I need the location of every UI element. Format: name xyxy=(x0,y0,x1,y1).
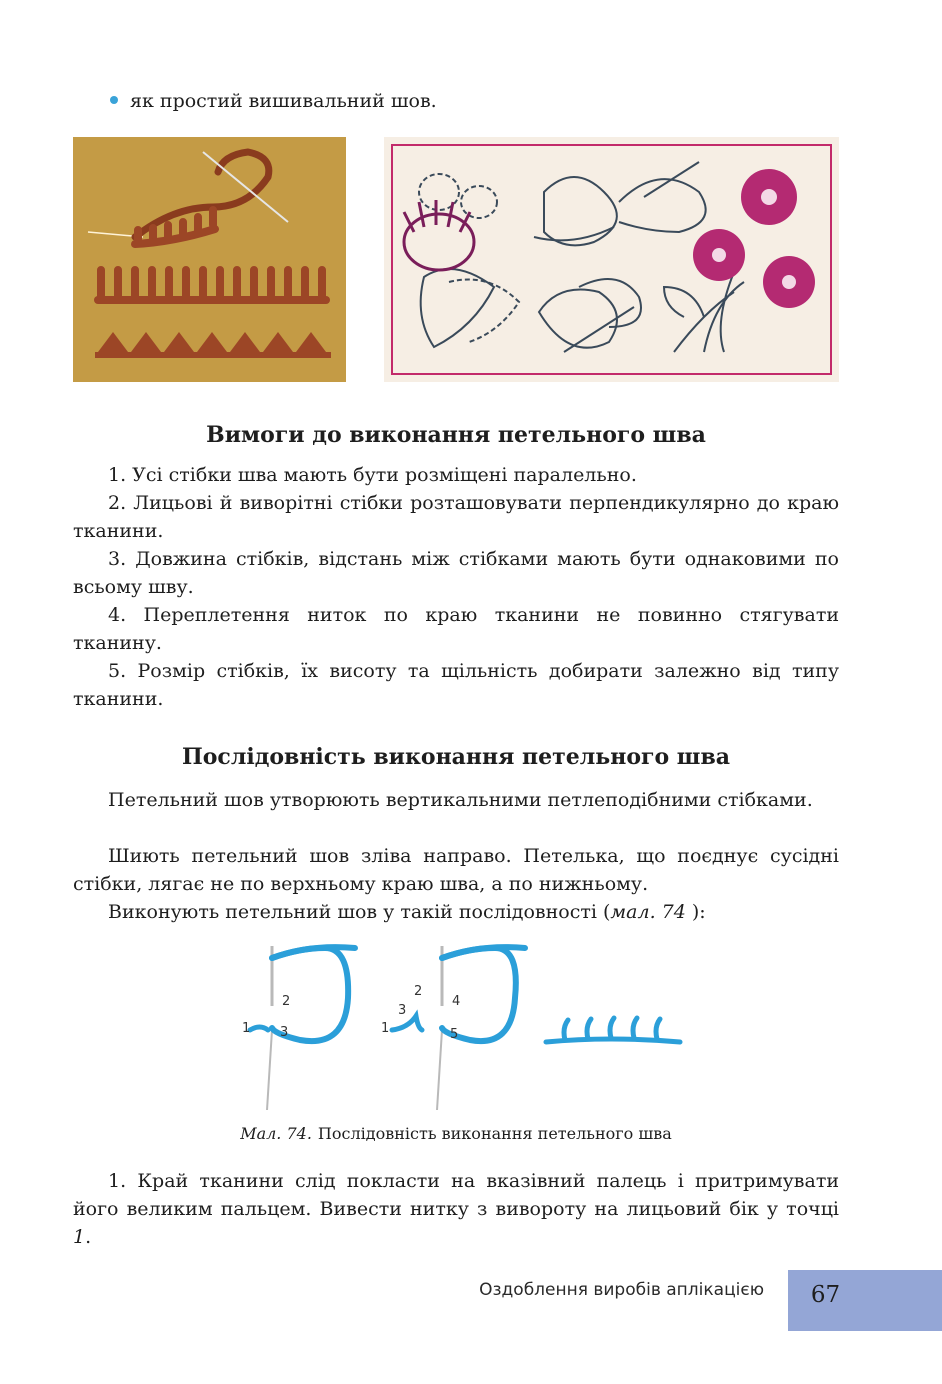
label-left-2: 2 xyxy=(282,994,291,1009)
bullet-text: як простий вишивальний шов. xyxy=(130,90,437,112)
requirement-1: 1. Усі стібки шва мають бути розміщені паралельно. xyxy=(108,464,637,486)
figure-caption-number: Мал. 74. xyxy=(240,1124,312,1143)
embroidery-pattern-drawing xyxy=(384,137,839,382)
sequence-p3-text: Виконують петельний шов у такій послідовності ( xyxy=(108,901,611,923)
label-right-4: 4 xyxy=(452,994,461,1009)
step-1-point: 1 xyxy=(73,1226,86,1248)
embroidery-pattern-illustration xyxy=(384,137,839,382)
requirement-5: 5. Розмір стібків, їх висоту та щільність добирати залежно від типу тканини. xyxy=(73,660,839,710)
label-left-1: 1 xyxy=(242,1021,251,1036)
label-right-1: 1 xyxy=(381,1021,390,1036)
buttonhole-stitch-diagram xyxy=(230,938,700,1116)
bullet-item xyxy=(110,90,437,112)
page-number: 67 xyxy=(810,1282,841,1308)
label-right-3: 3 xyxy=(398,1003,407,1018)
stitch-sample-illustration xyxy=(73,137,346,382)
figure-reference: мал. 74 xyxy=(610,901,692,923)
figure-caption xyxy=(73,1124,839,1143)
bullet-dot xyxy=(110,96,118,104)
label-left-3: 3 xyxy=(280,1025,289,1040)
label-right-5: 5 xyxy=(450,1027,459,1042)
label-right-2: 2 xyxy=(414,984,423,999)
sequence-heading: Послідовність виконання петельного шва xyxy=(181,744,730,770)
sequence-paragraph-3 xyxy=(73,898,839,926)
figure-74 xyxy=(230,938,700,1116)
footer-section-title: Оздоблення виробів аплікацією xyxy=(479,1280,764,1300)
step-1-end: . xyxy=(85,1226,92,1248)
requirements-heading: Вимоги до виконання петельного шва xyxy=(206,422,706,448)
stitch-sample-photo xyxy=(73,137,346,382)
requirement-2: 2. Лицьові й виворітні стібки розташовувати перпендикулярно до краю тканини. xyxy=(73,492,839,542)
step-1-text: 1. Край тканини слід покласти на вказівний палець і притримувати його великим пальцем. Вивести нитку з вивороту на лицьовий бік у точці xyxy=(73,1170,839,1220)
figure-caption-text: Послідовність виконання петельного шва xyxy=(317,1124,672,1143)
sequence-paragraph-1: Петельний шов утворюють вертикальними петлеподібними стібками. xyxy=(108,789,813,811)
sequence-p3-end: ): xyxy=(691,901,706,923)
sequence-paragraph-2: Шиють петельний шов зліва направо. Петелька, що поєднує сусідні стібки, лягає не по верхньому краю шва, а по нижньому. xyxy=(73,845,839,895)
page-number-box xyxy=(788,1270,942,1331)
step-1-paragraph xyxy=(73,1167,839,1251)
requirement-4: 4. Переплетення ниток по краю тканини не повинно стягувати тканину. xyxy=(73,604,839,654)
requirement-3: 3. Довжина стібків, відстань між стібками мають бути однаковими по всьому шву. xyxy=(73,548,839,598)
